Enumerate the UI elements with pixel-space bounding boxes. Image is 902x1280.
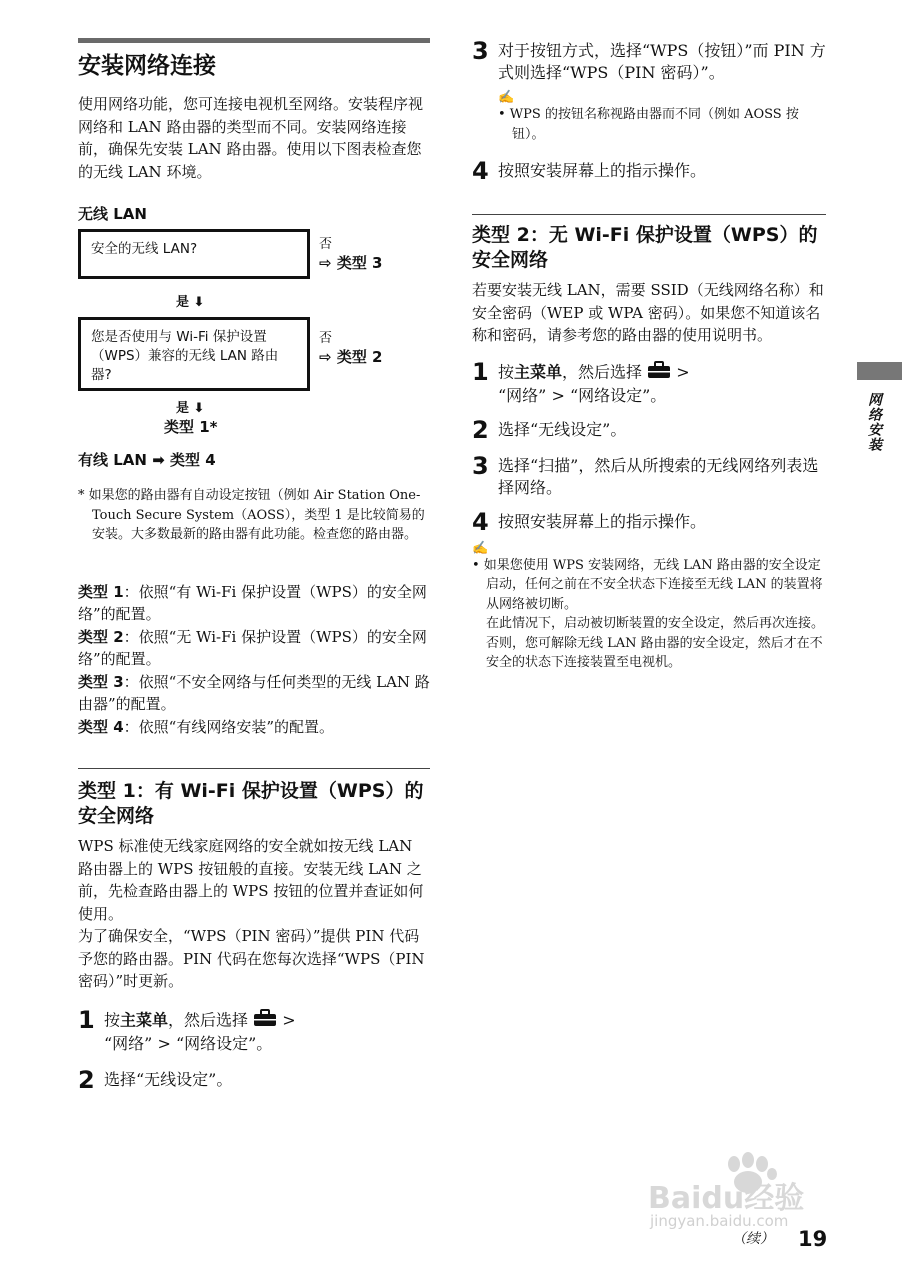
- page-title: 安装网络连接: [78, 53, 216, 79]
- note-icon: ✍: [498, 90, 515, 105]
- step-text: 按照安装屏幕上的指示操作。: [498, 511, 707, 531]
- step-2: [78, 1067, 430, 1093]
- router-footnote: * 如果您的路由器有自动设定按钮（例如 Air Station One-Touch Secure System（AOSS），类型 1 是比较简易的安装。大多数最新的路由器有此功能。检查您的路由器。: [78, 488, 425, 542]
- hollow-arrow-icon: ⇨: [319, 254, 332, 272]
- watermark-url: jingyan.baidu.com: [650, 1212, 789, 1230]
- page-number: 19: [798, 1227, 828, 1251]
- step-number: 4: [472, 507, 489, 536]
- flow-heading: 无线 LAN: [78, 205, 147, 223]
- step-4: [472, 158, 826, 184]
- step-text: 选择“无线设定”。: [104, 1069, 233, 1089]
- note-block: [472, 90, 826, 144]
- step-number: 2: [78, 1065, 95, 1094]
- step-text: 按主菜单，然后选择 > “网络” > “网络设定”。: [498, 362, 690, 405]
- step-number: 3: [472, 451, 489, 480]
- note-block: [472, 541, 826, 673]
- flow-question-wps: 您是否使用与 Wi-Fi 保护设置（WPS）兼容的无线 LAN 路由器?: [78, 317, 310, 391]
- flow-type1: 类型 1*: [164, 418, 218, 436]
- watermark-brand: Baidu经验: [648, 1181, 805, 1216]
- step-3: [472, 453, 826, 499]
- note-text: • 如果您使用 WPS 安装网络，无线 LAN 路由器的安全设定启动，任何之前在不安全状态下连接至无线 LAN 的装置将从网络被切断。: [472, 557, 823, 612]
- step-number: 1: [78, 1005, 95, 1034]
- step-1: [472, 359, 826, 407]
- flow-wired: 有线 LAN ➡ 类型 4: [78, 451, 216, 469]
- section-rule: [78, 38, 430, 43]
- toolbox-icon: [647, 361, 671, 385]
- step-4: [472, 509, 826, 535]
- section2-paragraph: 若要安装无线 LAN，需要 SSID（无线网络名称）和安全密码（WEP 或 WPA 密码）。如果您不知道该名称和密码，请参考您的路由器的使用说明书。: [472, 281, 824, 344]
- section1-paragraph-2: 为了确保安全，“WPS（PIN 密码）”提供 PIN 代码予您的路由器。PIN 代码在您每次选择“WPS（PIN 密码）”时更新。: [78, 927, 425, 990]
- note-text-continued: 在此情况下，启动被切断装置的安全设定，然后再次连接。否则，您可解除无线 LAN 路由器的安全设定，然后才在不安全的状态下连接装置至电视机。: [486, 616, 825, 670]
- down-arrow-icon: ⬇: [193, 401, 205, 416]
- right-arrow-icon: ➡: [152, 451, 165, 469]
- note-icon: ✍: [472, 540, 489, 556]
- step-text: 按照安装屏幕上的指示操作。: [498, 161, 707, 180]
- step-text: 按主菜单，然后选择 > “网络” > “网络设定”。: [104, 1010, 296, 1053]
- type-list: [78, 581, 430, 739]
- baidu-watermark: [648, 1150, 848, 1230]
- left-column: [78, 38, 430, 1093]
- right-column: [472, 38, 826, 673]
- flow-question-secure: 安全的无线 LAN?: [78, 229, 310, 279]
- flow-yes-1: 是 ⬇: [176, 295, 205, 310]
- intro-paragraph: 使用网络功能，您可连接电视机至网络。安装程序视网络和 LAN 路由器的类型而不同。安装网络连接前，确保先安装 LAN 路由器。使用以下图表检查您的无线 LAN 环境。: [78, 95, 424, 181]
- step-2: [472, 417, 826, 443]
- section1-paragraph-1: WPS 标准使无线家庭网络的安全就如按无线 LAN 路由器上的 WPS 按钮般的直接。安装无线 LAN 之前，先检查路由器上的 WPS 按钮的位置并查证如何使用。: [78, 837, 424, 923]
- step-number: 2: [472, 415, 489, 444]
- section-divider: [78, 768, 430, 769]
- step-text: 选择“无线设定”。: [498, 419, 627, 439]
- step-1: [78, 1007, 430, 1055]
- hollow-arrow-icon: ⇨: [319, 348, 332, 366]
- side-tab-label: 网络安装: [866, 392, 882, 452]
- type-item: 类型 4：依照“有线网络安装”的配置。: [78, 717, 335, 736]
- paw-logo-icon: [648, 1150, 848, 1230]
- step-number: 1: [472, 357, 489, 386]
- note-text: • WPS 的按钮名称视路由器而不同（例如 AOSS 按钮）。: [498, 107, 799, 142]
- section-divider: [472, 214, 826, 215]
- step-text: 对于按钮方式，选择“WPS（按钮）”而 PIN 方式则选择“WPS（PIN 密码）”。: [498, 41, 826, 82]
- type-item: 类型 2：依照“无 Wi-Fi 保护设置（WPS）的安全网络”的配置。: [78, 627, 427, 668]
- toolbox-icon: [253, 1009, 277, 1033]
- step-number: 3: [472, 37, 489, 65]
- flow-no-1: 否: [319, 237, 333, 252]
- section2-title: 类型 2：无 Wi-Fi 保护设置（WPS）的安全网络: [472, 224, 818, 271]
- continued-label: （续）: [732, 1231, 774, 1247]
- down-arrow-icon: ⬇: [193, 295, 205, 310]
- flow-to-type2: ⇨ 类型 2: [319, 348, 383, 366]
- type-item: 类型 3：依照“不安全网络与任何类型的无线 LAN 路由器”的配置。: [78, 672, 430, 713]
- flow-no-2: 否: [319, 331, 333, 346]
- side-tab-bar: [857, 362, 902, 380]
- section1-title: 类型 1：有 Wi-Fi 保护设置（WPS）的安全网络: [78, 780, 424, 827]
- type-item: 类型 1：依照“有 Wi-Fi 保护设置（WPS）的安全网络”的配置。: [78, 582, 427, 623]
- flow-to-type3: ⇨ 类型 3: [319, 254, 383, 272]
- wireless-flowchart: [78, 199, 430, 474]
- step-3: [472, 38, 826, 84]
- step-text: 选择“扫描”，然后从所搜索的无线网络列表选择网络。: [498, 455, 819, 497]
- step-number: 4: [472, 157, 489, 185]
- flow-yes-2: 是 ⬇: [176, 401, 205, 416]
